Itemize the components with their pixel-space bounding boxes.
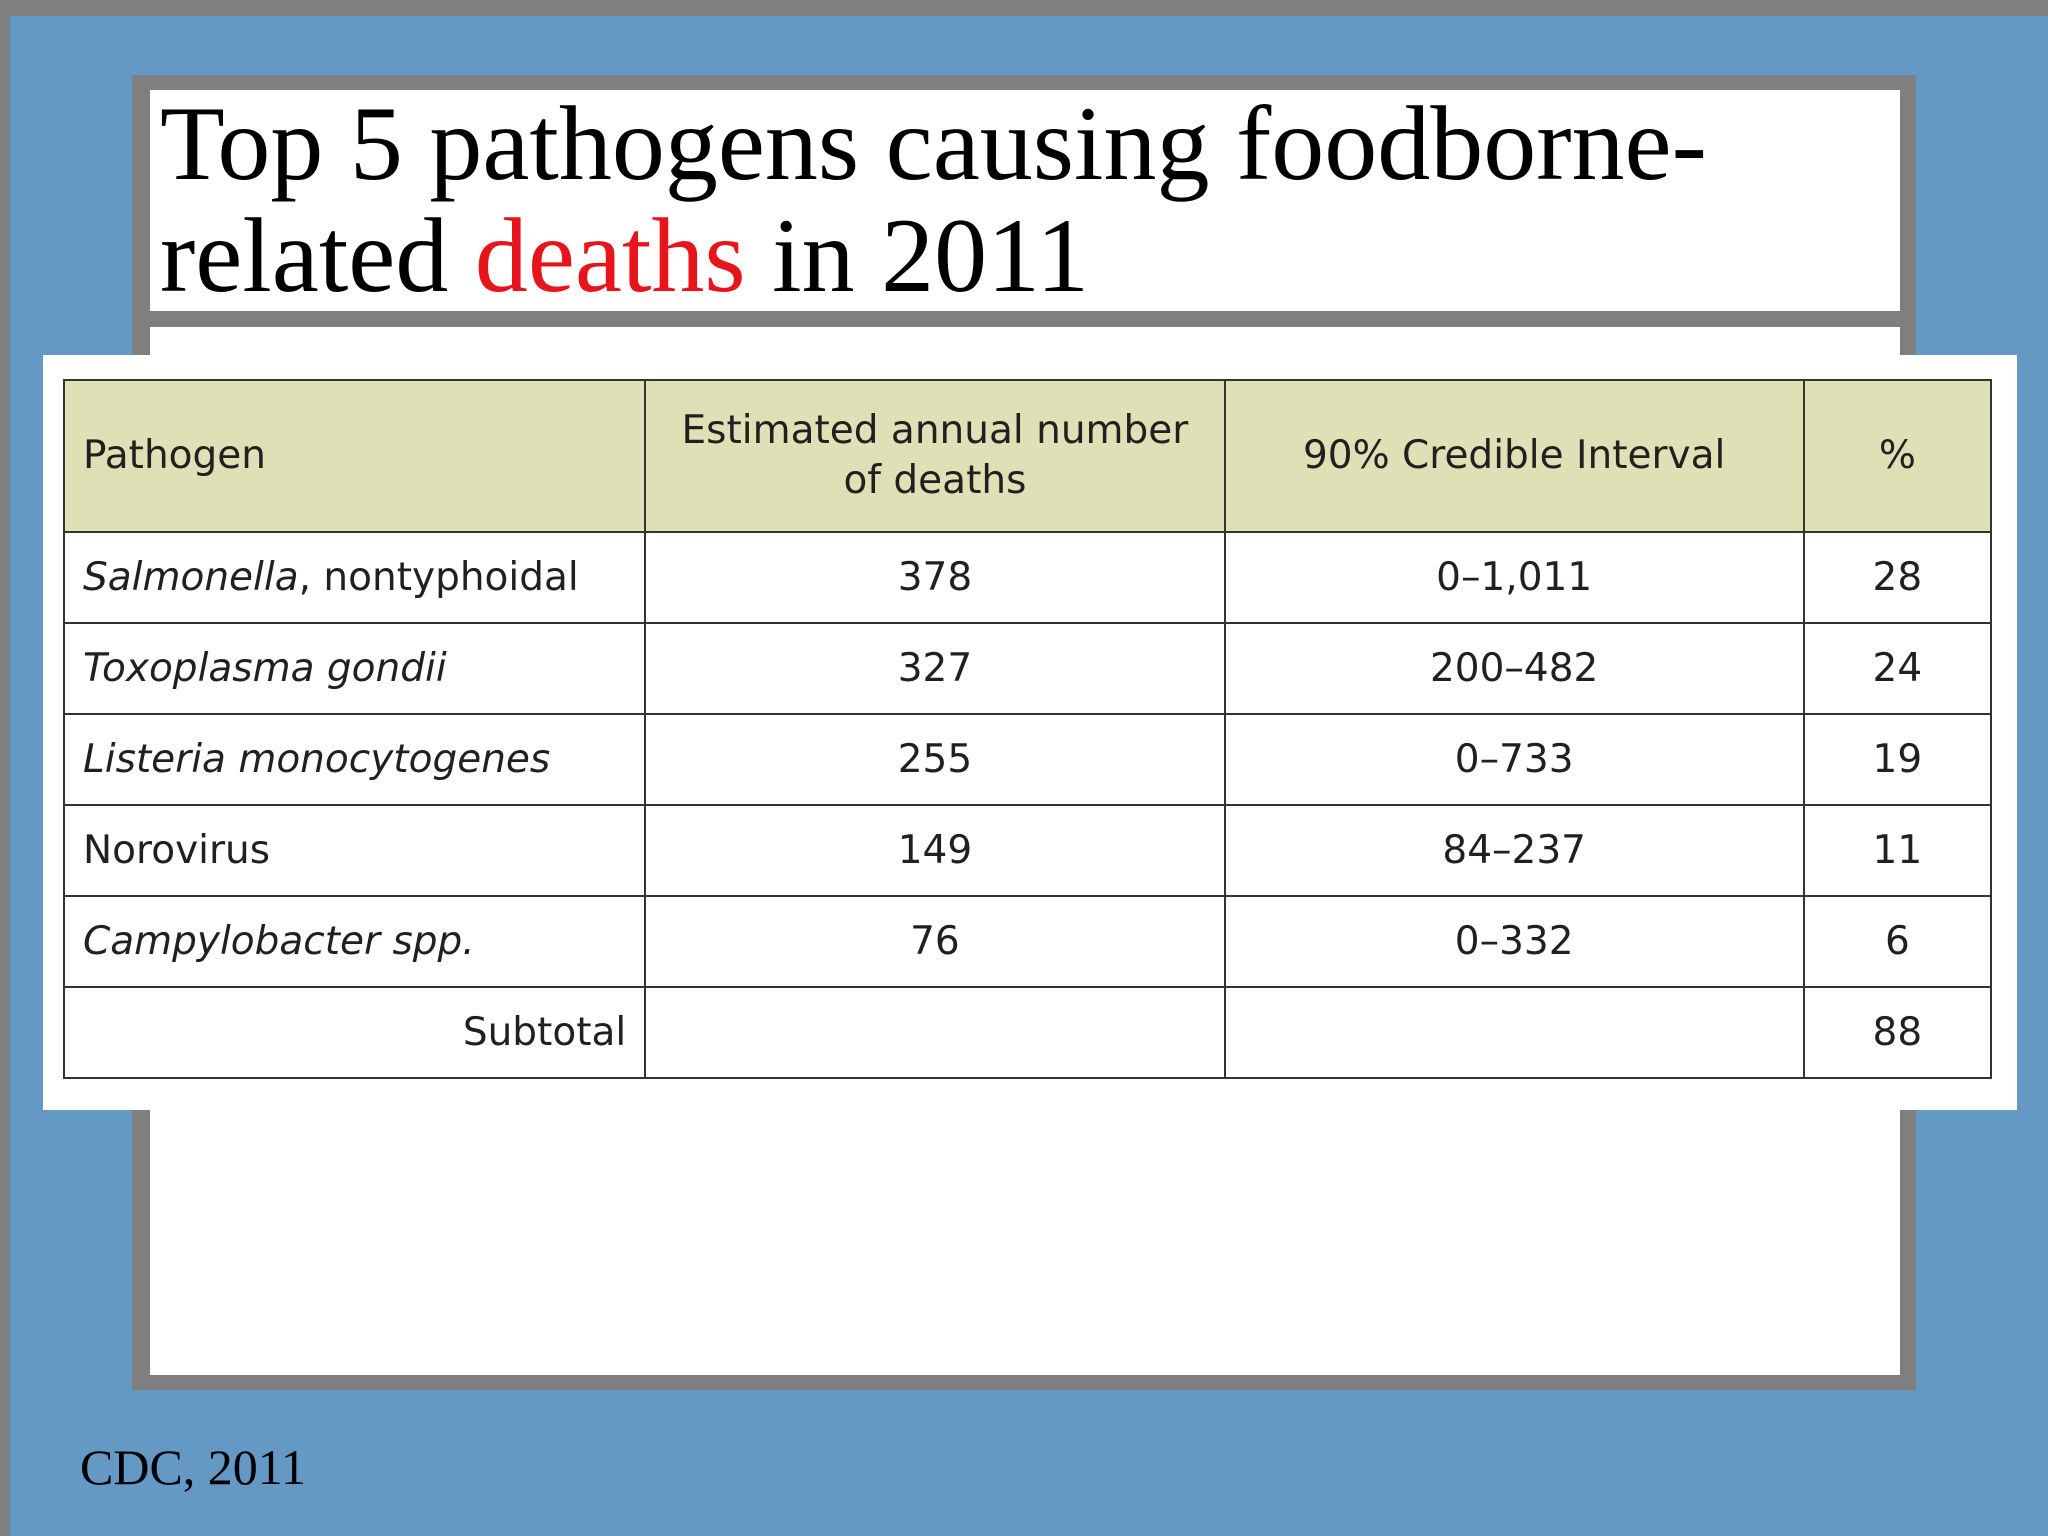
table-row bbox=[64, 714, 1991, 805]
subtotal-label: Subtotal bbox=[64, 987, 645, 1078]
deaths-cell: 327 bbox=[645, 623, 1224, 714]
credible-interval-cell: 0–733 bbox=[1225, 714, 1804, 805]
pathogen-table bbox=[63, 379, 1992, 1079]
header-deaths: Estimated annual number of deaths bbox=[645, 380, 1224, 532]
title-text-end: in 2011 bbox=[745, 197, 1090, 314]
pathogen-name: Norovirus bbox=[83, 828, 271, 873]
credible-interval-cell: 200–482 bbox=[1225, 623, 1804, 714]
slide-title bbox=[160, 85, 1880, 314]
deaths-cell: 76 bbox=[645, 896, 1224, 987]
header-percent: % bbox=[1804, 380, 1991, 532]
table-row bbox=[64, 532, 1991, 623]
subtotal-row bbox=[64, 987, 1991, 1078]
percent-cell: 6 bbox=[1804, 896, 1991, 987]
title-text: Top 5 pathogens causing foodborne-related bbox=[160, 85, 1707, 314]
title-highlight: deaths bbox=[474, 197, 746, 314]
subtotal-percent: 88 bbox=[1804, 987, 1991, 1078]
percent-cell: 28 bbox=[1804, 532, 1991, 623]
credible-interval-cell: 84–237 bbox=[1225, 805, 1804, 896]
pathogen-name: Toxoplasma gondii bbox=[83, 646, 447, 691]
percent-cell: 24 bbox=[1804, 623, 1991, 714]
deaths-cell: 378 bbox=[645, 532, 1224, 623]
subtotal-credible-interval bbox=[1225, 987, 1804, 1078]
header-credible-interval: 90% Credible Interval bbox=[1225, 380, 1804, 532]
table-header-row bbox=[64, 380, 1991, 532]
table-row bbox=[64, 623, 1991, 714]
credible-interval-cell: 0–1,011 bbox=[1225, 532, 1804, 623]
pathogen-cell bbox=[64, 714, 645, 805]
credible-interval-cell: 0–332 bbox=[1225, 896, 1804, 987]
deaths-cell: 255 bbox=[645, 714, 1224, 805]
pathogen-cell bbox=[64, 896, 645, 987]
pathogen-cell bbox=[64, 805, 645, 896]
pathogen-name: Campylobacter spp. bbox=[83, 919, 475, 964]
pathogen-genus: Salmonella bbox=[83, 555, 299, 600]
table-row bbox=[64, 805, 1991, 896]
table-row bbox=[64, 896, 1991, 987]
source-citation: CDC, 2011 bbox=[80, 1439, 306, 1495]
percent-cell: 11 bbox=[1804, 805, 1991, 896]
pathogen-qualifier: , nontyphoidal bbox=[298, 555, 579, 600]
deaths-cell: 149 bbox=[645, 805, 1224, 896]
pathogen-cell bbox=[64, 532, 645, 623]
pathogen-cell bbox=[64, 623, 645, 714]
percent-cell: 19 bbox=[1804, 714, 1991, 805]
subtotal-deaths bbox=[645, 987, 1224, 1078]
header-pathogen: Pathogen bbox=[64, 380, 645, 532]
pathogen-name: Listeria monocytogenes bbox=[83, 737, 551, 782]
